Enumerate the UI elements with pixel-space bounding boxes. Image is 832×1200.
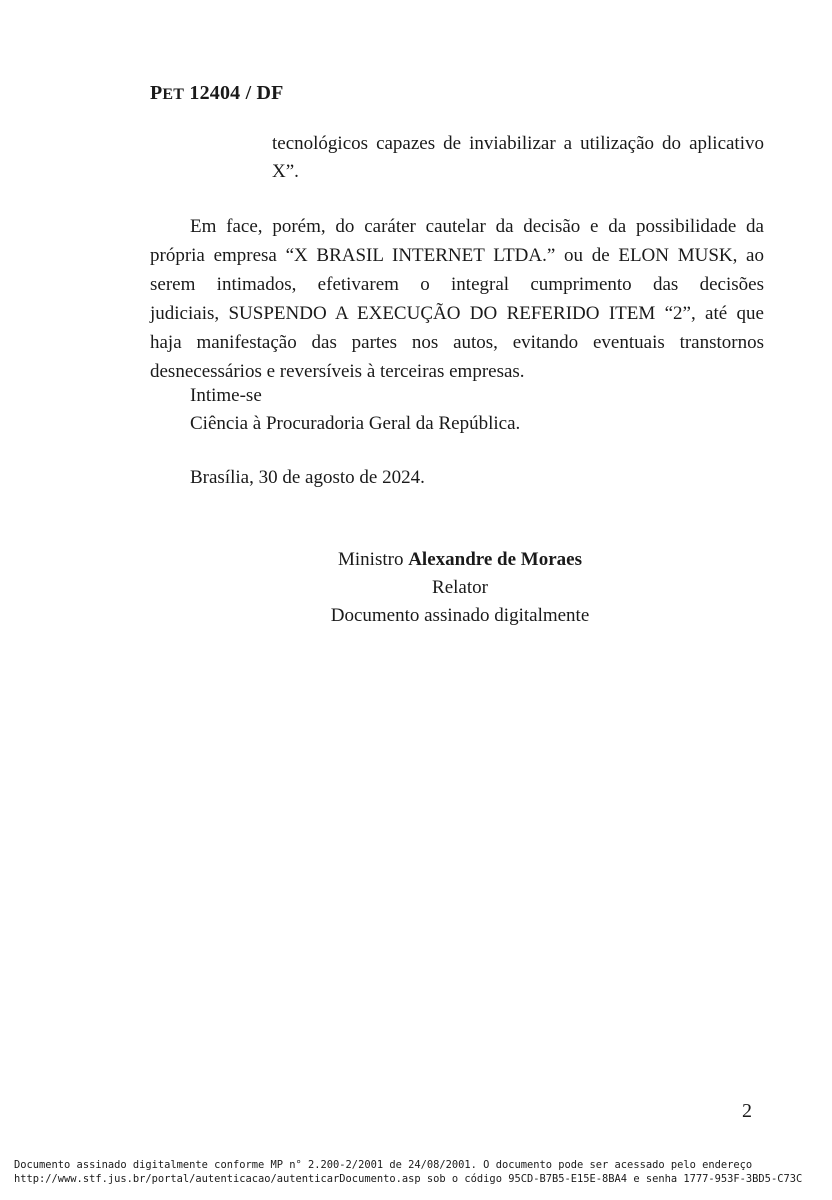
date-line: Brasília, 30 de agosto de 2024.	[190, 467, 425, 488]
signature-note: Documento assinado digitalmente	[330, 605, 590, 626]
page-number: 2	[742, 1100, 752, 1122]
decision-line: Em face, porém, do caráter cautelar da decisão e da possibilidade da	[190, 216, 764, 237]
case-header-initial: P	[150, 82, 163, 104]
quote-line: X”.	[272, 161, 299, 182]
decision-line: serem intimados, efetivarem o integral cumprimento das decisões	[150, 274, 764, 295]
footer-line: http://www.stf.jus.br/portal/autenticacao/autenticarDocumento.asp sob o código 95CD-B7B5-E15E-8BA4 e senha 1777-953F-3BD5-C73C	[14, 1173, 803, 1185]
signature-block	[260, 546, 660, 630]
case-header	[150, 82, 284, 105]
quoted-text-block	[272, 130, 764, 186]
signature-name-line	[260, 546, 660, 574]
decision-paragraph	[150, 212, 764, 386]
decision-line: desnecessários e reversíveis à terceiras empresas.	[150, 361, 525, 382]
decision-line: judiciais, SUSPENDO A EXECUÇÃO DO REFERIDO ITEM “2”, até que	[150, 303, 764, 324]
footer-line: Documento assinado digitalmente conforme MP n° 2.200-2/2001 de 24/08/2001. O documento pode ser acessado pelo endereço	[14, 1159, 753, 1171]
decision-line: haja manifestação das partes nos autos, evitando eventuais transtornos	[150, 332, 764, 353]
intime-line: Intime-se	[190, 385, 262, 406]
decision-line: própria empresa “X BRASIL INTERNET LTDA.” ou de ELON MUSK, ao	[150, 245, 764, 266]
ciencia-line: Ciência à Procuradoria Geral da República.	[190, 413, 521, 434]
case-header-number: 12404 / DF	[184, 82, 284, 104]
signature-name: Alexandre de Moraes	[408, 549, 582, 570]
case-header-smallcaps: ET	[162, 86, 185, 103]
authentication-footer	[14, 1158, 824, 1186]
signature-role: Relator	[432, 577, 488, 598]
quote-line: tecnológicos capazes de inviabilizar a utilização do aplicativo	[272, 133, 764, 154]
signature-title: Ministro	[338, 549, 409, 570]
